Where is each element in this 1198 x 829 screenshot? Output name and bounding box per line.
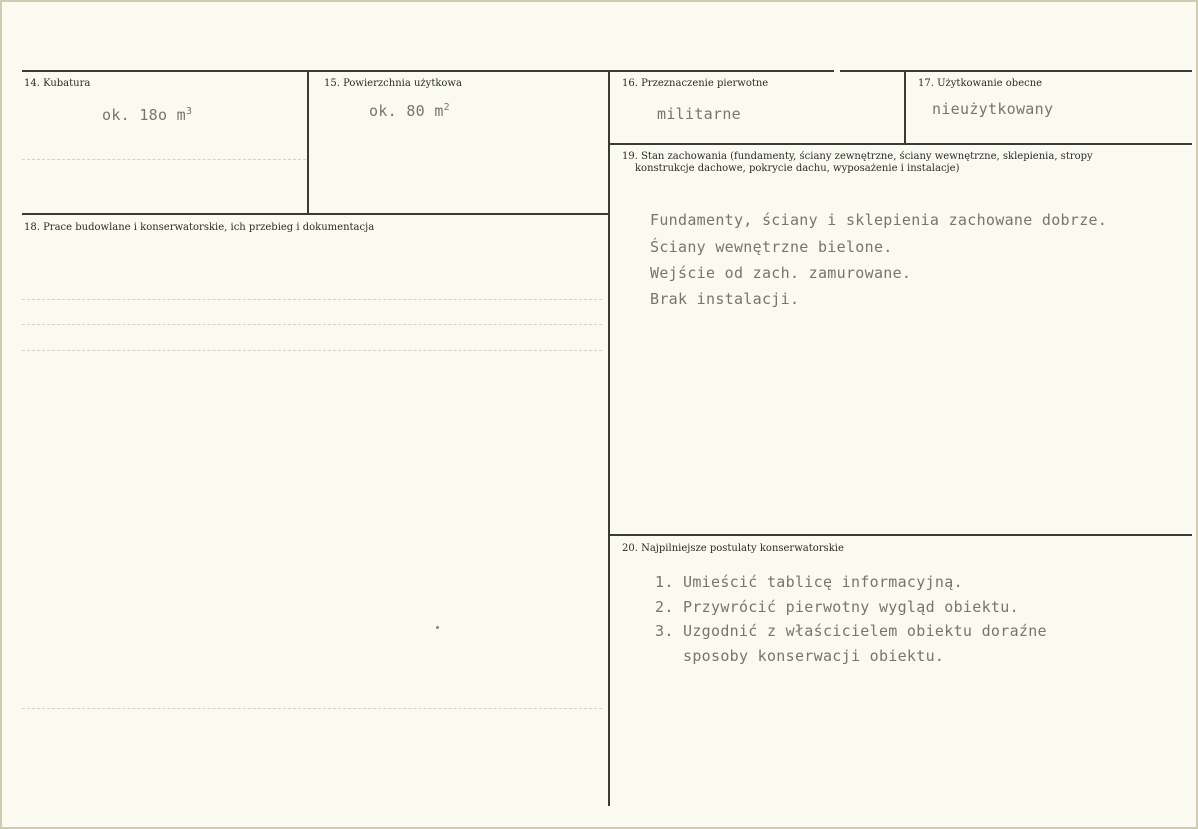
condition-line-2: Ściany wewnętrzne bielone. [650,238,893,256]
field-17-value: nieużytkowany [932,100,1054,118]
condition-line-3: Wejście od zach. zamurowane. [650,264,912,282]
guide-line [22,350,602,352]
condition-line-1: Fundamenty, ściany i sklepienia zachowane dobrze. [650,211,1108,229]
field-16-label: 16. Przeznaczenie pierwotne [622,78,769,89]
top-rule-left [22,70,834,72]
field-14-label: 14. Kubatura [24,78,91,89]
rule-right-mid [610,534,1192,536]
kubatura-unit-exponent: 3 [185,106,193,117]
field-20-label: 20. Najpilniejsze postulaty konserwatorskie [622,543,844,554]
condition-line-4: Brak instalacji. [650,290,800,308]
area-value: ok. 80 m [369,102,444,120]
field-16-value: militarne [657,105,741,123]
postulate-line-1: 1. Umieścić tablicę informacyjną. [655,573,963,591]
guide-line [22,708,602,710]
field-19-label-line1: 19. Stan zachowania (fundamenty, ściany zewnętrzne, ściany wewnętrzne, sklepienia, stropy [622,151,1093,162]
divider-14-15 [307,70,309,214]
field-14-value [102,106,192,124]
area-unit-exponent: 2 [443,102,450,113]
postulate-line-2: 2. Przywrócić pierwotny wygląd obiektu. [655,598,1019,616]
field-15-label: 15. Powierzchnia użytkowa [324,78,462,89]
guide-line [22,299,602,301]
postulate-line-3: 3. Uzgodnić z właścicielem obiektu doraźne [655,622,1047,640]
guide-line [22,324,602,326]
rule-right-top [610,143,1192,145]
field-18-label: 18. Prace budowlane i konserwatorskie, ich przebieg i dokumentacja [24,222,375,233]
field-17-label: 17. Użytkowanie obecne [918,78,1043,89]
rule-left-mid [22,213,608,215]
divider-center [608,70,610,806]
divider-16-17 [904,70,906,144]
top-rule-right [840,70,1192,72]
field-15-value [369,102,450,120]
field-19-label-line2: konstrukcje dachowe, pokrycie dachu, wyposażenie i instalacje) [635,163,960,174]
postulate-line-4: sposoby konserwacji obiektu. [655,647,945,665]
guide-line [22,159,306,161]
ink-spot [436,626,439,629]
kubatura-value: ok. 18o m [102,106,186,124]
